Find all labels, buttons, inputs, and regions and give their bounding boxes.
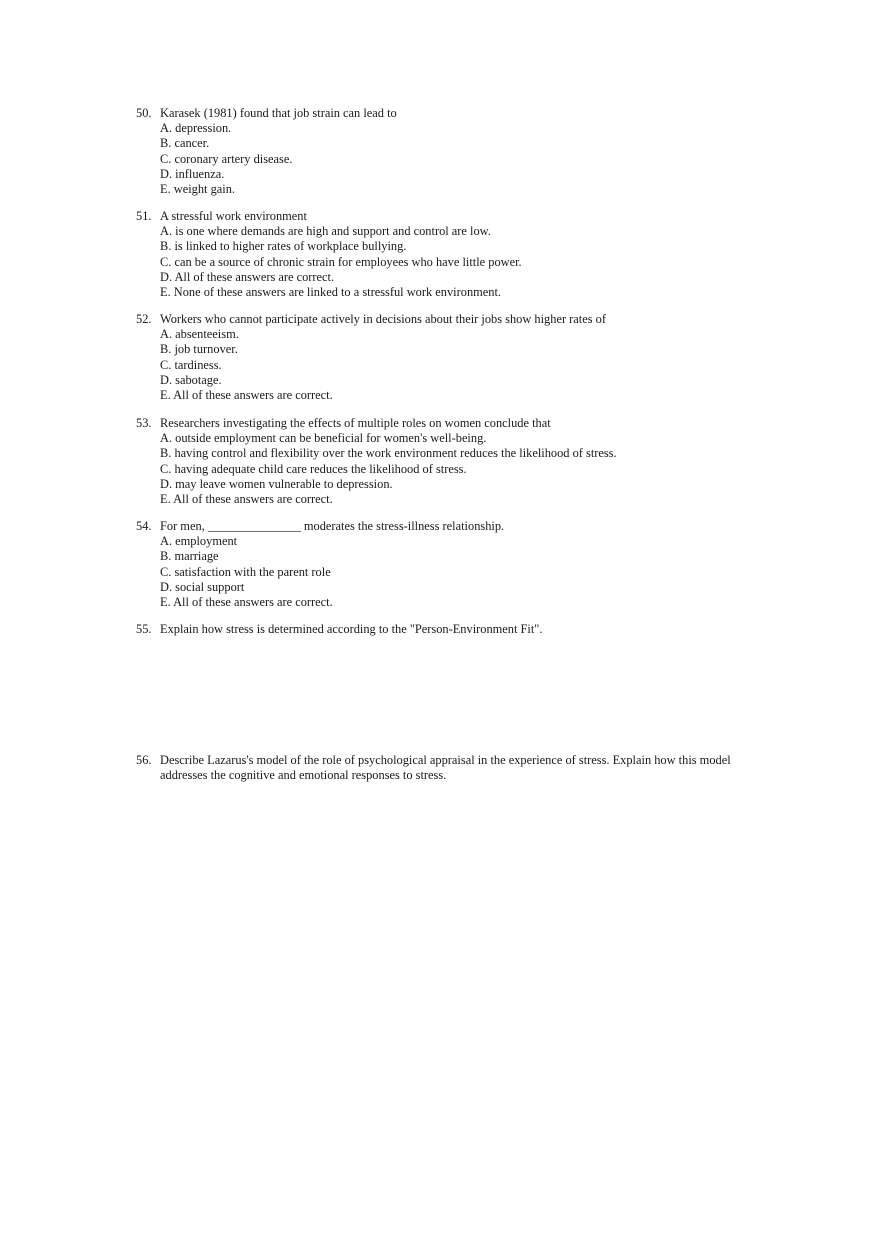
answer-option (136, 327, 756, 342)
question-53 (136, 416, 756, 507)
answer-option (136, 462, 756, 477)
question-stem: For men, _______________ moderates the stress-illness relationship. (160, 519, 505, 533)
option-text: is one where demands are high and support and control are low. (175, 224, 491, 239)
answer-option (136, 477, 756, 492)
option-text: influenza. (175, 166, 225, 181)
answer-option (136, 595, 756, 610)
answer-option (136, 342, 756, 357)
option-text: social support (175, 579, 245, 594)
answer-option (136, 152, 756, 167)
option-letter: D. (160, 269, 173, 284)
option-letter: C. (160, 564, 172, 579)
option-text: is linked to higher rates of workplace bullying. (174, 239, 407, 254)
option-text: having adequate child care reduces the likelihood of stress. (174, 461, 467, 476)
answer-option (136, 373, 756, 388)
question-number: 53. (136, 416, 152, 430)
option-letter: E. (160, 492, 171, 507)
question-number: 52. (136, 312, 152, 326)
question-number: 55. (136, 622, 152, 636)
option-text: satisfaction with the parent role (174, 564, 331, 579)
answer-option (136, 136, 756, 151)
option-text: marriage (174, 549, 219, 564)
answer-option (136, 255, 756, 270)
option-text: None of these answers are linked to a stressful work environment. (173, 285, 502, 300)
question-stem: Workers who cannot participate actively in decisions about their jobs show higher rates of (160, 312, 606, 326)
question-number: 50. (136, 106, 152, 120)
question-stem: Researchers investigating the effects of multiple roles on women conclude that (160, 416, 551, 430)
option-letter: D. (160, 579, 173, 594)
answer-option (136, 285, 756, 300)
option-letter: B. (160, 549, 172, 564)
option-letter: C. (160, 151, 172, 166)
answer-option (136, 534, 756, 549)
question-52 (136, 312, 756, 403)
option-text: All of these answers are correct. (174, 269, 335, 284)
answer-options (136, 224, 756, 300)
question-stem: Explain how stress is determined according to the "Person-Environment Fit". (160, 622, 543, 636)
question-number: 56. (136, 753, 152, 767)
answer-option (136, 549, 756, 564)
question-stem: Describe Lazarus's model of the role of psychological appraisal in the experience of stress. Explain how this model addresses the cognitive and emotional responses to stress. (160, 753, 731, 783)
option-letter: D. (160, 476, 173, 491)
option-letter: B. (160, 342, 172, 357)
option-text: can be a source of chronic strain for employees who have little power. (174, 254, 522, 269)
option-text: coronary artery disease. (174, 151, 293, 166)
option-letter: A. (160, 224, 173, 239)
option-letter: E. (160, 182, 171, 197)
option-text: depression. (175, 121, 232, 136)
answer-option (136, 492, 756, 507)
answer-option (136, 167, 756, 182)
answer-options (136, 534, 756, 610)
answer-option (136, 270, 756, 285)
answer-option (136, 580, 756, 595)
answer-option (136, 121, 756, 136)
option-text: All of these answers are correct. (173, 595, 333, 610)
question-50 (136, 106, 756, 197)
answer-option (136, 224, 756, 239)
answer-option (136, 388, 756, 403)
question-stem: Karasek (1981) found that job strain can lead to (160, 106, 397, 120)
answer-options (136, 121, 756, 197)
option-letter: A. (160, 327, 173, 342)
option-letter: B. (160, 446, 172, 461)
option-text: outside employment can be beneficial for women's well-being. (175, 431, 487, 446)
option-letter: A. (160, 431, 173, 446)
option-text: job turnover. (174, 342, 238, 357)
option-letter: D. (160, 372, 173, 387)
option-letter: B. (160, 239, 172, 254)
option-letter: C. (160, 461, 172, 476)
option-text: employment (175, 534, 238, 549)
option-text: All of these answers are correct. (173, 492, 333, 507)
question-stem: A stressful work environment (160, 209, 307, 223)
answer-option (136, 565, 756, 580)
question-54 (136, 519, 756, 610)
question-number: 51. (136, 209, 152, 223)
question-number: 54. (136, 519, 152, 533)
answer-option (136, 431, 756, 446)
option-text: cancer. (174, 136, 210, 151)
answer-options (136, 327, 756, 403)
option-letter: E. (160, 595, 171, 610)
question-51 (136, 209, 756, 300)
option-letter: D. (160, 166, 173, 181)
option-text: having control and flexibility over the work environment reduces the likelihood of stress. (174, 446, 617, 461)
option-letter: B. (160, 136, 172, 151)
option-letter: C. (160, 254, 172, 269)
option-letter: C. (160, 357, 172, 372)
option-text: sabotage. (175, 372, 222, 387)
answer-option (136, 182, 756, 197)
answer-option (136, 446, 756, 461)
option-letter: A. (160, 121, 173, 136)
answer-option (136, 239, 756, 254)
answer-options (136, 431, 756, 507)
option-text: absenteeism. (175, 327, 239, 342)
option-letter: E. (160, 388, 171, 403)
question-56 (136, 753, 756, 783)
question-55 (136, 622, 756, 637)
option-letter: E. (160, 285, 171, 300)
answer-option (136, 358, 756, 373)
option-text: tardiness. (174, 357, 222, 372)
option-text: weight gain. (173, 182, 236, 197)
option-letter: A. (160, 534, 173, 549)
option-text: All of these answers are correct. (173, 388, 333, 403)
option-text: may leave women vulnerable to depression. (175, 476, 393, 491)
